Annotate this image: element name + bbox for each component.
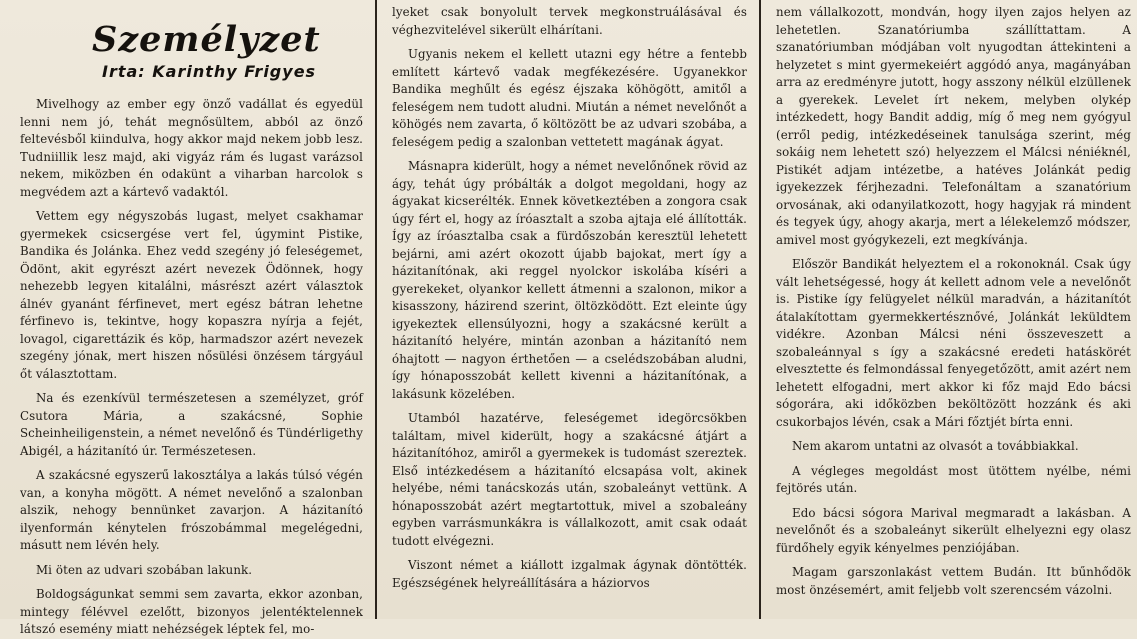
paragraph: Edo bácsi sógora Marival megmaradt a lakásban. A nevelőnőt és a szobaleányt sikerült elhelyezni egy olasz fürdőhely egyik kényelmes penziójában. — [776, 505, 1131, 555]
paragraph: Magam garszonlakást vettem Budán. Itt bűnhődök most önzésemért, amit feljebb volt szerencsém vázolni. — [776, 565, 1131, 597]
article-title: Személyzet — [92, 19, 321, 60]
paragraph: Először Bandikát helyeztem el a rokonoknál. Csak úgy vált lehetségessé, hogy át kellett adnom vele a nevelőnőt is. Pistike így felügyelet nélkül maradván, a házitanítót átalakítottam gyermekkertésznővé, Jolánkát leküldtem vidékre. Azonban Málcsi néni összeveszett a szobaleánnyal s így a szakácsné eredeti hatáskörét elvesztette és felmondással fenyegetőzött, amit azért nem lehetett elfogadni, mert akkor ki főz majd Edo bácsi sógorára, aki időközben beköltözött hozzánk és aki csukorbajos lévén, csak a Mári főztjét bírta enni. — [776, 257, 1131, 429]
column-2 — [380, 0, 757, 619]
column-divider-2 — [759, 0, 761, 619]
paragraph: A szakácsné egyszerű lakosztálya a lakás túlsó végén van, a konyha mögött. A német nevelőnő a szalonban alszik, nehogy bennünket zavarjon. A házitanító ilyenformán kénytelen frószobámmal megelégedni, másutt nem lévén hely. — [20, 468, 363, 552]
paragraph: Vettem egy négyszobás lugast, melyet csakhamar gyermekek csicsergése vert fel, úgymint Pistike, Bandika és Jolánka. Ehez vedd szegény jó feleségemet, Ödönt, akit egyrészt azért nevezek Ödönnek, hogy nehezebb legyen kitalálni, másrészt azért választok álnév gyanánt férfinevet, mert egész bátran lehetne férfinevo is, tekintve, hogy kopaszra nyírja a fejét, lovagol, cigarettázik és köp, harmadszor azért nevezek szegény jónak, mert hiszen nősülési önzésem tárgyául őt választottam. — [20, 209, 363, 381]
paragraph: Viszont német a kiállott izgalmak ágynak döntötték. Egészségének helyreállítására a háziorvos — [392, 558, 747, 590]
paragraph: Boldogságunkat semmi sem zavarta, ekkor azonban, mintegy félévvel ezelőtt, bizonyos jelentéktelennek látszó esemény miatt nehézségek léptek fel, mo- — [20, 587, 363, 636]
paragraph: Ugyanis nekem el kellett utazni egy hétre a fentebb említett kártevő vadak megfékezésére. Ugyanekkor Bandika meghűlt és egész éjszaka köhögött, amitől a feleségem nem tudott aludni. Miután a német nevelőnőt a köhögés nem zavarta, ő költözött be az udvari szobába, a feleségem pedig a szalonban vettetett magának ágyat. — [392, 47, 747, 149]
paragraph-continuation: nem vállalkozott, mondván, hogy ilyen zajos helyen az lehetetlen. Szanatóriumba szállíttattam. A szanatóriumban módjában volt nyugodtan áttekinteni a helyzetet s mint gyermekeiért aggódó anya, magányában arra az eredményre jutott, hogy asszony nélkül elzüllenek a gyerekek. Levelet írt nekem, melyben olykép intézkedett, hogy Bandit addig, míg ő meg nem gyógyul (erről pedig, intézkedéseinek tanulsága szerint, még sokáig nem lehetett szó) helyezzem el Málcsi néniéknél, Pistikét adjam intézetbe, a hatéves Jolánkát pedig igyekezzek férjhezadni. Telefonáltam a szanatórium orvosának, aki odanyilatkozott, hogy hagyjak rá mindent és tegyek úgy, ahogy akarja, mert a lélekelemző módszer, amivel most gyógykezeli, ezt megkívánja. — [776, 5, 1131, 247]
paragraph: Utamból hazatérve, feleségemet idegörcsökben találtam, mivel kiderült, hogy a szakácsné átjárt a házitanítóhoz, amiről a gyermekek is tudomást szereztek. Első intézkedésem a házitanító elcsapása volt, akinek helyébe, némi tanácskozás után, szobaleányt vettünk. A hónaposszobát azért megtartottuk, mivel a szobaleány egyben varrásmunkákra is vállalkozott, amit csak odaát tudott elvégezni. — [392, 411, 747, 548]
paragraph: Mi öten az udvari szobában lakunk. — [36, 562, 253, 577]
paragraph: Mivelhogy az ember egy önző vadállat és egyedül lenni nem jó, tehát megnősültem, abból az önző feltevésből kiindulva, hogy akkor majd nekem jobb lesz. Tudniillik lesz majd, aki vigyáz rám és lugast varázsol nekem, miközben én odakünt a viharban harcolok s megvédem azt a kártevő vadaktól. — [20, 97, 363, 199]
column-1 — [0, 0, 373, 636]
column-3 — [764, 0, 1137, 619]
paragraph: A végleges megoldást most ütöttem nyélbe, némi fejtörés után. — [776, 463, 1131, 495]
paragraph: Na és ezenkívül természetesen a személyzet, gróf Csutora Mária, a szakácsné, Sophie Scheinheiligenstein, a német nevelőnő és Tündérligethy Abigél, a házitanító úr. Természetesen. — [20, 391, 363, 458]
article-byline: Irta: Karinthy Frigyes — [102, 62, 317, 81]
column-divider-1 — [375, 0, 377, 619]
paragraph: Nem akarom untatni az olvasót a továbbiakkal. — [792, 439, 1079, 453]
paragraph: Másnapra kiderült, hogy a német nevelőnőnek rövid az ágy, tehát úgy próbálták a dolgot megoldani, hogy az ágyakat kicserélték. Ennek következtében a zongora csak úgy fért el, hogy az íróasztalt a szoba ajtaja elé állították. Így az íróasztalba csak a fürdőszobán keresztül lehetett bejárni, ami azért okozott újabb bajokat, mert így a házitanítónak, aki reggel nyolckor iskolába kíséri a gyerekeket, olyankor kellett átmenni a szalonon, mikor a kisasszony, házirend szerint, öltözködött. Ezt eleinte úgy igyekeztek ellensúlyozni, hogy a szakácsné került a házitanító helyére, mintán azonban a házitanító nem óhajtott — nagyon érthetően — a cselédszobában aludni, így hónaposszobát kellett kivenni a házitanítónak, a lakásunk közelében. — [392, 159, 747, 401]
paragraph-continuation: lyeket csak bonyolult tervek megkonstruálásával és véghezvitelével sikerült elhárítani. — [392, 5, 747, 37]
